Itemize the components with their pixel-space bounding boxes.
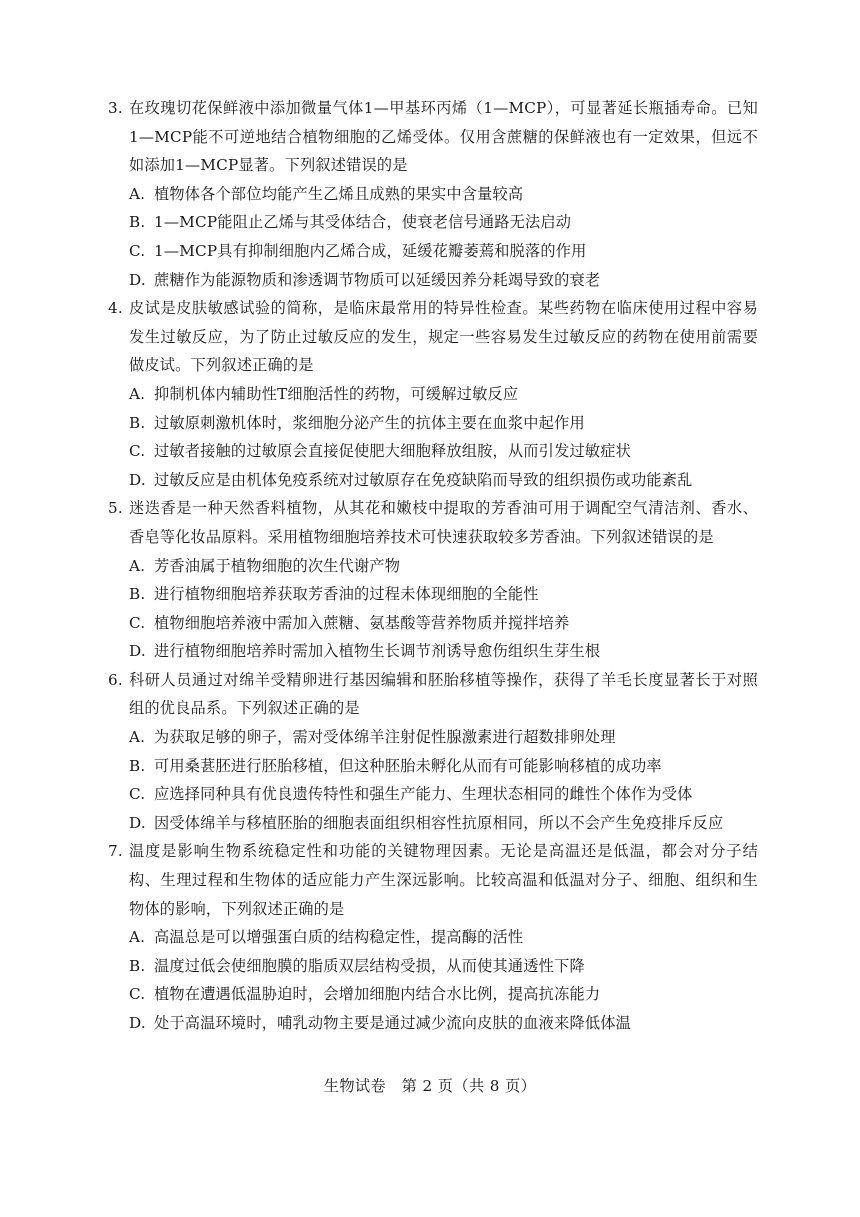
option-c <box>108 609 758 638</box>
option-b <box>108 752 758 781</box>
question-stem <box>108 94 758 180</box>
option-letter: D. <box>129 813 146 832</box>
option-letter: A. <box>129 184 146 203</box>
option-b <box>108 580 758 609</box>
question-number: 5. <box>108 499 123 518</box>
option-letter: A. <box>129 728 146 747</box>
question-text: 皮试是皮肤敏感试验的简称，是临床最常用的特异性检查。某些药物在临床使用过程中容易发生过敏反应，为了防止过敏反应的发生，规定一些容易发生过敏反应的药物在使用前需要做皮试。下列叙述正确的是 <box>129 299 758 375</box>
option-a <box>108 380 758 409</box>
option-text: 进行植物细胞培养时需加入植物生长调节剂诱导愈伤组织生芽生根 <box>154 642 601 661</box>
option-list <box>108 723 758 837</box>
question-text: 温度是影响生物系统稳定性和功能的关键物理因素。无论是高温还是低温，都会对分子结构、生理过程和生物体的适应能力产生深远影响。比较高温和低温对分子、细胞、组织和生物体的影响，下列叙述正确的是 <box>129 842 758 918</box>
option-list <box>108 552 758 666</box>
option-text: 蔗糖作为能源物质和渗透调节物质可以延缓因养分耗竭导致的衰老 <box>154 270 601 289</box>
option-text: 应选择同种具有优良遗传特性和强生产能力、生理状态相同的雌性个体作为受体 <box>154 785 693 804</box>
option-d <box>108 637 758 666</box>
option-text: 过敏者接触的过敏原会直接促使肥大细胞释放组胺，从而引发过敏症状 <box>154 442 632 461</box>
option-letter: D. <box>129 470 146 489</box>
option-text: 植物体各个部位均能产生乙烯且成熟的果实中含量较高 <box>154 184 524 203</box>
option-b <box>108 409 758 438</box>
option-list <box>108 180 758 294</box>
option-text: 抑制机体内辅助性T细胞活性的药物，可缓解过敏反应 <box>154 384 519 403</box>
option-letter: C. <box>129 613 146 632</box>
option-letter: B. <box>129 756 146 775</box>
option-text: 植物在遭遇低温胁迫时，会增加细胞内结合水比例，提高抗冻能力 <box>154 985 601 1004</box>
question-stem <box>108 837 758 923</box>
option-d <box>108 1009 758 1038</box>
option-letter: B. <box>129 956 146 975</box>
option-c <box>108 980 758 1009</box>
option-text: 1—MCP具有抑制细胞内乙烯合成，延缓花瓣萎蔫和脱落的作用 <box>154 241 587 260</box>
option-text: 因受体绵羊与移植胚胎的细胞表面组织相容性抗原相同，所以不会产生免疫排斥反应 <box>154 813 724 832</box>
option-a <box>108 723 758 752</box>
option-a <box>108 552 758 581</box>
option-c <box>108 237 758 266</box>
option-letter: B. <box>129 213 146 232</box>
option-text: 过敏原刺激机体时，浆细胞分泌产生的抗体主要在血浆中起作用 <box>154 413 585 432</box>
option-a <box>108 180 758 209</box>
option-letter: A. <box>129 556 146 575</box>
option-c <box>108 437 758 466</box>
option-a <box>108 923 758 952</box>
option-text: 芳香油属于植物细胞的次生代谢产物 <box>154 556 401 575</box>
option-letter: B. <box>129 413 146 432</box>
option-list <box>108 380 758 494</box>
option-text: 植物细胞培养液中需加入蔗糖、氨基酸等营养物质并搅拌培养 <box>154 613 570 632</box>
question-stem <box>108 666 758 723</box>
option-text: 为获取足够的卵子，需对受体绵羊注射促性腺激素进行超数排卵处理 <box>154 728 616 747</box>
question-3 <box>108 94 758 294</box>
option-letter: C. <box>129 442 146 461</box>
option-letter: C. <box>129 241 146 260</box>
option-text: 过敏反应是由机体免疫系统对过敏原存在免疫缺陷而导致的组织损伤或功能紊乱 <box>154 470 693 489</box>
option-b <box>108 952 758 981</box>
option-text: 温度过低会使细胞膜的脂质双层结构受损，从而使其通透性下降 <box>154 956 585 975</box>
option-letter: C. <box>129 785 146 804</box>
option-text: 可用桑葚胚进行胚胎移植，但这种胚胎未孵化从而有可能影响移植的成功率 <box>154 756 662 775</box>
question-number: 4. <box>108 299 123 318</box>
page-footer: 生物试卷 第 2 页（共 8 页） <box>323 1077 537 1095</box>
option-text: 1—MCP能阻止乙烯与其受体结合，使衰老信号通路无法启动 <box>154 213 572 232</box>
question-number: 3. <box>108 99 123 117</box>
question-text: 在玫瑰切花保鲜液中添加微量气体1—甲基环丙烯（1—MCP），可显著延长瓶插寿命。已知1—MCP能不可逆地结合植物细胞的乙烯受体。仅用含蔗糖的保鲜液也有一定效果，但远不如添加1—MCP显著。下列叙述错误的是 <box>129 99 758 175</box>
option-letter: D. <box>129 642 146 661</box>
question-list <box>108 94 758 1038</box>
question-text: 科研人员通过对绵羊受精卵进行基因编辑和胚胎移植等操作，获得了羊毛长度显著长于对照组的优良品系。下列叙述正确的是 <box>129 670 758 718</box>
option-text: 进行植物细胞培养获取芳香油的过程未体现细胞的全能性 <box>154 585 539 604</box>
option-d <box>108 809 758 838</box>
question-stem <box>108 494 758 551</box>
question-6 <box>108 666 758 838</box>
question-number: 7. <box>108 842 123 861</box>
option-letter: A. <box>129 928 146 947</box>
question-stem <box>108 294 758 380</box>
option-list <box>108 923 758 1037</box>
option-text: 高温总是可以增强蛋白质的结构稳定性，提高酶的活性 <box>154 928 524 947</box>
question-4 <box>108 294 758 494</box>
option-c <box>108 780 758 809</box>
option-letter: D. <box>129 270 146 289</box>
option-text: 处于高温环境时，哺乳动物主要是通过减少流向皮肤的血液来降低体温 <box>154 1014 632 1032</box>
option-letter: B. <box>129 585 146 604</box>
option-d <box>108 466 758 495</box>
option-b <box>108 208 758 237</box>
option-letter: C. <box>129 985 146 1004</box>
option-letter: A. <box>129 384 146 403</box>
option-letter: D. <box>129 1014 146 1032</box>
question-5 <box>108 494 758 666</box>
question-7 <box>108 837 758 1037</box>
question-text: 迷迭香是一种天然香料植物，从其花和嫩枝中提取的芳香油可用于调配空气清洁剂、香水、香皂等化妆品原料。采用植物细胞培养技术可快速获取较多芳香油。下列叙述错误的是 <box>129 499 758 546</box>
option-d <box>108 266 758 295</box>
question-number: 6. <box>108 670 123 689</box>
